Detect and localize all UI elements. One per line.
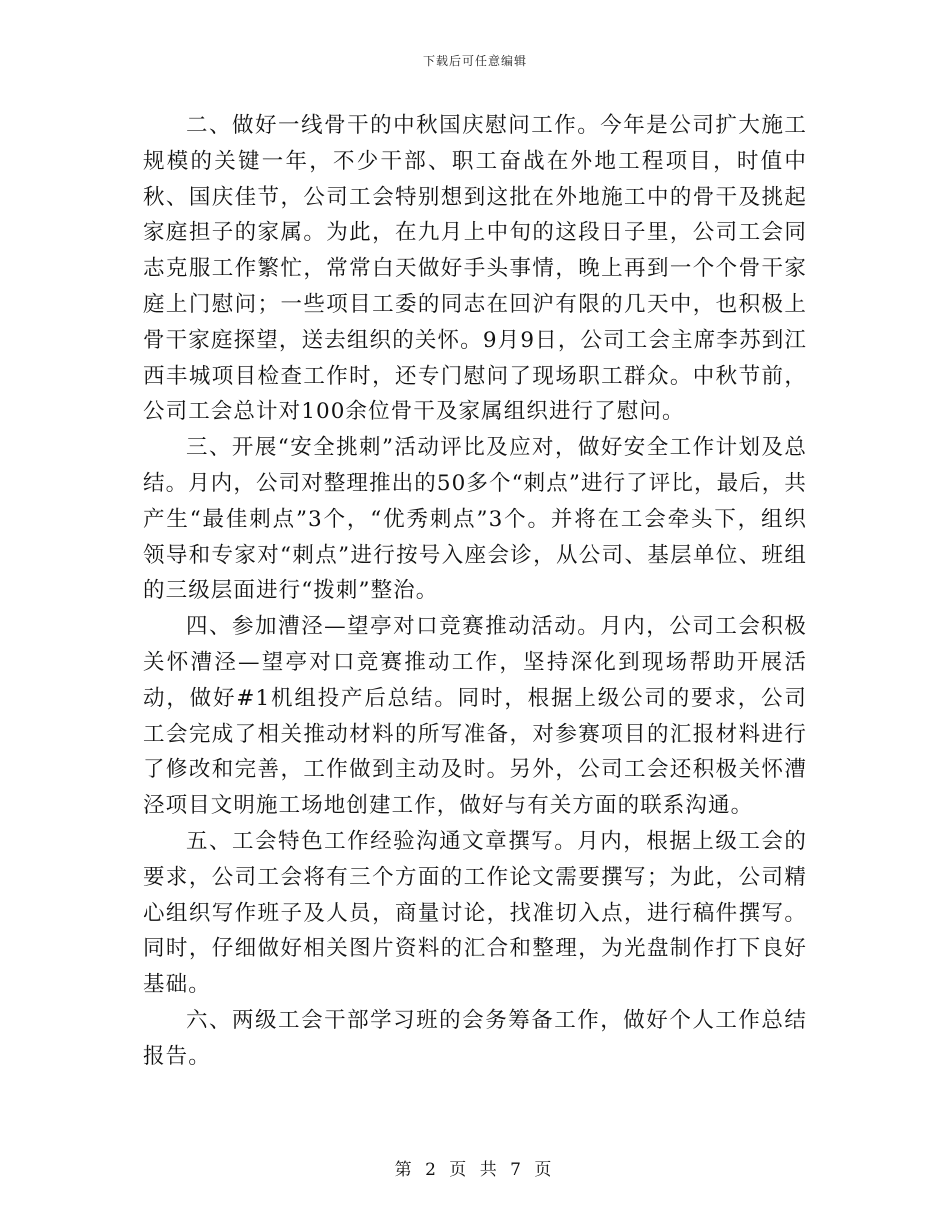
paragraph-section-3: 三、开展“安全挑刺”活动评比及应对，做好安全工作计划及总结。月内，公司对整理推出的50多个“刺点”进行了评比，最后，共产生“最佳刺点”3个，“优秀刺点”3个。并将在工会牵头下，组织领导和专家对“刺点”进行按号入座会诊，从公司、基层单位、班组的三级层面进行“拨刺”整治。: [143, 435, 807, 604]
paragraph-section-6: 六、两级工会干部学习班的会务筹备工作，做好个人工作总结报告。: [143, 1007, 807, 1069]
paragraph-section-5: 五、工会特色工作经验沟通文章撰写。月内，根据上级工会的要求，公司工会将有三个方面的工作论文需要撰写；为此，公司精心组织写作班子及人员，商量讨论，找准切入点，进行稿件撰写。同时，仔细做好相关图片资料的汇合和整理，为光盘制作打下良好基础。: [143, 828, 807, 998]
paragraph-section-2: 二、做好一线骨干的中秋国庆慰问工作。今年是公司扩大施工规模的关键一年，不少干部、职工奋战在外地工程项目，时值中秋、国庆佳节，公司工会特别想到这批在外地施工中的骨干及挑起家庭担子的家属。为此，在九月上中旬的这段日子里，公司工会同志克服工作繁忙，常常白天做好手头事情，晚上再到一个个骨干家庭上门慰问；一些项目工委的同志在回沪有限的几天中，也积极上骨干家庭探望，送去组织的关怀。9月9日，公司工会主席李苏到江西丰城项目检查工作时，还专门慰问了现场职工群众。中秋节前，公司工会总计对100余位骨干及家属组织进行了慰问。: [143, 113, 807, 425]
document-body: [143, 108, 807, 1075]
page-number-footer: 第 2 页 共 7 页: [394, 1160, 556, 1180]
page-header: 下载后可任意编辑: [422, 54, 527, 68]
paragraph-section-4: 四、参加漕泾—望亭对口竞赛推动活动。月内，公司工会积极关怀漕泾—望亭对口竞赛推动工作，坚持深化到现场帮助开展活动，做好#1机组投产后总结。同时，根据上级公司的要求，公司工会完成了相关推动材料的所写准备，对参赛项目的汇报材料进行了修改和完善，工作做到主动及时。另外，公司工会还积极关怀漕泾项目文明施工场地创建工作，做好与有关方面的联系沟通。: [143, 614, 807, 819]
